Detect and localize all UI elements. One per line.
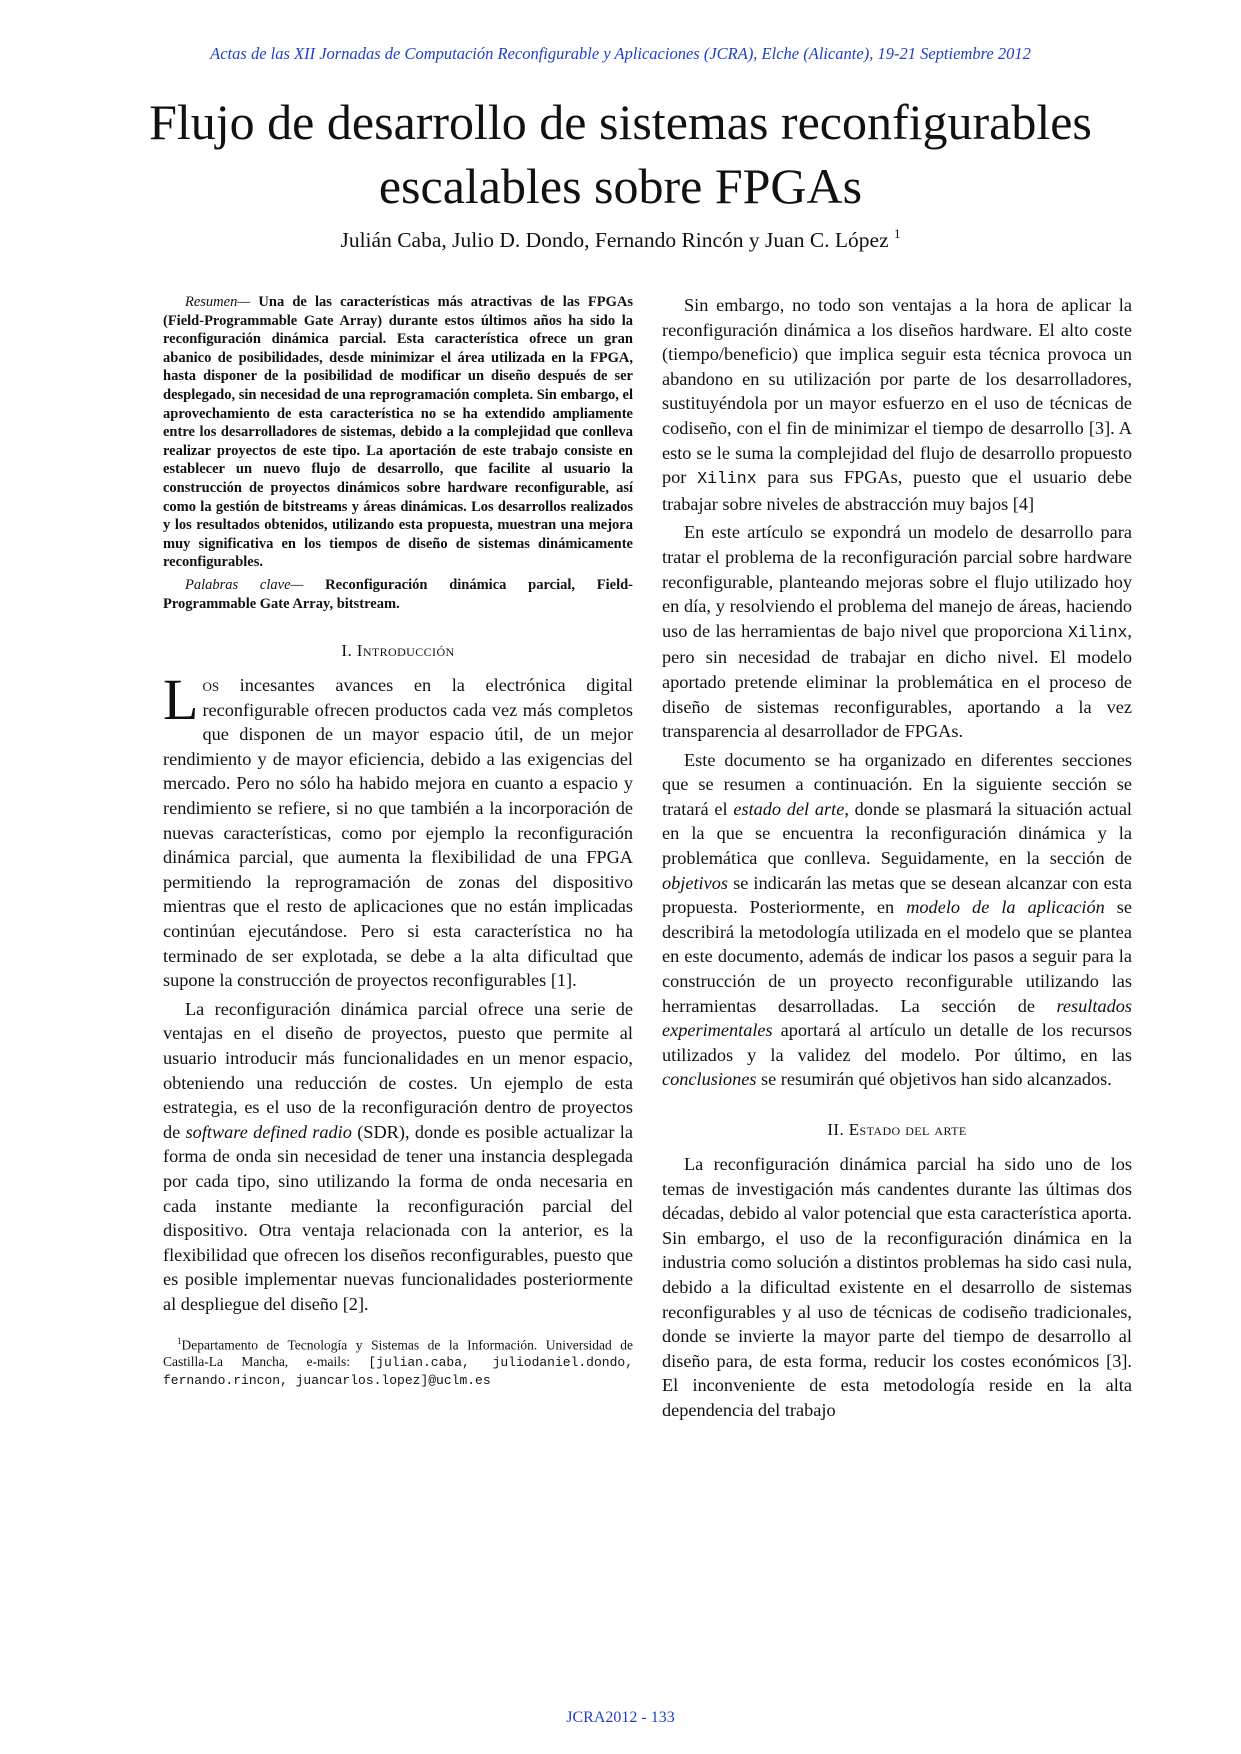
- right-paragraph-3: [662, 748, 1132, 1092]
- keywords-lead: Palabras clave—: [185, 576, 304, 593]
- right-p3-part-b: , donde se plasmará la situación actual en la que se encuentra la reconfiguración dinámica y la problemática que conlleva. Seguidamente, en la sección de: [662, 798, 1133, 869]
- emph-modelo: modelo de la aplicación: [906, 897, 1105, 918]
- author-footnote-marker: 1: [894, 226, 901, 241]
- emph-resultados: resultados experimentales: [662, 995, 1132, 1041]
- left-column: [163, 293, 633, 1389]
- xilinx-code-2: Xilinx: [1068, 622, 1128, 642]
- paper-title: [100, 90, 1141, 218]
- xilinx-code-1: Xilinx: [697, 469, 757, 489]
- drop-cap: L: [163, 667, 199, 733]
- title-line-1: Flujo de desarrollo de sistemas reconfigurables: [149, 94, 1092, 150]
- right-paragraph-2: [662, 520, 1132, 743]
- right-p2-part-b: , pero sin necesidad de trabajar en dicho nivel. El modelo aportado pretende eliminar la problemática en el proceso de diseño de sistemas reconfigurables, aportando a la vez transparencia al desarrollador de FPGAs.: [662, 620, 1132, 742]
- right-p3-part-a: Este documento se ha organizado en diferentes secciones que se resumen a continuación. En la siguiente sección se tratará el: [662, 749, 1132, 819]
- intro-p2-part-a: La reconfiguración dinámica parcial ofrece una serie de ventajas en el diseño de proyectos, puesto que permite al usuario introducir más funcionalidades en un menor espacio, obteniendo una reducción de costes. Un ejemplo de esta estrategia, es el uso de la reconfiguración dentro de proyectos de: [163, 998, 633, 1142]
- right-column: [662, 293, 1132, 1427]
- emph-objetivos: objetivos: [662, 872, 729, 893]
- right-p3-part-d: se describirá la metodología utilizada en el modelo que se plantea en este documento, además de indicar los pasos a seguir para la construcción de un proyecto reconfigurable utilizando las herramientas desarrolladas. La sección de: [662, 897, 1132, 1016]
- abstract: [163, 293, 633, 572]
- right-p1-part-a: Sin embargo, no todo son ventajas a la hora de aplicar la reconfiguración dinámica a los diseños hardware. El alto coste (tiempo/beneficio) que implica seguir esta técnica provoca un abandono en su utilización por parte de los desarrolladores, sustituyéndola por un mayor esfuerzo en el uso de técnicas de codiseño, con el fin de minimizar el tiempo de desarrollo [3]. A esto se le suma la complejidad del flujo de desarrollo propuesto por: [662, 295, 1132, 488]
- intro-p2-part-b: (SDR), donde es posible actualizar la forma de onda sin necesidad de tener una instancia desplegada por cada tipo, sino utilizando la forma de onda necesaria en cada instante mediante la reconfiguración parcial del dispositivo. Otra ventaja relacionada con la anterior, es la flexibilidad que ofrecen los diseños reconfigurables, puesto que es posible implementar nuevas funcionalidades posteriormente al despliegue del diseño [2].: [163, 1121, 633, 1314]
- right-p1-part-b: para sus FPGAs, puesto que el usuario debe trabajar sobre niveles de abstracción muy bajos [4]: [662, 467, 1132, 514]
- intro-paragraph-1-text: incesantes avances en la electrónica digital reconfigurable ofrecen productos cada vez más completos que disponen de un mayor espacio útil, de un mejor rendimiento y de mayor eficiencia, debido a las exigencias del mercado. Pero no sólo ha habido mejora en cuanto a espacio y rendimiento se refiere, si no que también a la incorporación de nuevas características, como por ejemplo la reconfiguración dinámica parcial, que aumenta la flexibilidad de una FPGA permitiendo la reprogramación de zonas del dispositivo mientras que el resto de aplicaciones que no están implicadas continúan ejecutándose. Pero si esta característica no ha terminado de ser explotada, se debe a la alta dificultad que supone la construcción de proyectos reconfigurables [1].: [163, 675, 633, 991]
- running-header: Actas de las XII Jornadas de Computación Reconfigurable y Aplicaciones (JCRA), Elche (Alicante), 19-21 Septiembre 2012: [210, 44, 1031, 63]
- right-p3-part-c: se indicarán las metas que se desean alcanzar con esta propuesta. Posteriormente, en: [662, 872, 1132, 918]
- intro-p2-emphasis: software defined radio: [185, 1121, 352, 1142]
- affiliation-footnote: [163, 1333, 633, 1390]
- footnote-text: Departamento de Tecnología y Sistemas de la Información. Universidad de Castilla-La Mancha, e-mails:: [163, 1337, 633, 1370]
- right-p3-part-e: aportará al artículo un detalle de los recursos utilizados y la validez del modelo. Por último, en las: [662, 1020, 1132, 1065]
- right-paragraph-1: [662, 293, 1132, 516]
- footnote-marker: 1: [177, 1335, 182, 1346]
- footnote-emails: [julian.caba, juliodaniel.dondo, fernando.rincon, juancarlos.lopez]@uclm.es: [163, 1355, 633, 1389]
- intro-paragraph-1: [163, 667, 633, 993]
- title-line-2: escalables sobre FPGAs: [378, 158, 863, 214]
- lead-small-caps: os: [202, 675, 220, 696]
- keywords: [163, 576, 633, 613]
- section-heading-introduccion: I. Introducción: [341, 641, 455, 661]
- keywords-text: Reconfiguración dinámica parcial, Field-Programmable Gate Array, bitstream.: [163, 576, 633, 612]
- author-list: [0, 226, 1241, 253]
- right-paragraph-4: La reconfiguración dinámica parcial ha sido uno de los temas de investigación más candentes durante las últimas dos décadas, debido al valor potencial que esta característica aporta. Sin embargo, el uso de la reconfiguración dinámica en la industria como solución a distintos problemas ha sido casi nula, debido a la dificultad existente en el desarrollo de sistemas reconfigurables y al uso de técnicas de codiseño tradicionales, donde se invierte la mayor parte del tiempo de desarrollo al diseño para, de esta forma, reducir los costes económicos [3]. El inconveniente de esta metodología reside en la alta dependencia del trabajo: [662, 1154, 1132, 1420]
- section-heading-estado-del-arte: II. Estado del arte: [827, 1120, 967, 1139]
- page-number: JCRA2012 - 133: [566, 1709, 675, 1726]
- authors-text: Julián Caba, Julio D. Dondo, Fernando Rincón y Juan C. López: [340, 228, 889, 252]
- right-p2-part-a: En este artículo se expondrá un modelo de desarrollo para tratar el problema de la reconfiguración parcial sobre hardware reconfigurable, planteando mejoras sobre el flujo utilizado hoy en día, y resolviendo el problema del manejo de áreas, haciendo uso de las herramientas de bajo nivel que proporciona: [662, 522, 1132, 641]
- intro-paragraph-2: [163, 997, 633, 1317]
- emph-conclusiones: conclusiones: [662, 1069, 757, 1090]
- right-p3-part-f: se resumirán qué objetivos han sido alcanzados.: [756, 1069, 1112, 1090]
- abstract-lead: Resumen—: [185, 294, 251, 310]
- emph-estado-del-arte: estado del arte: [733, 798, 845, 819]
- abstract-text: Una de las características más atractivas de las FPGAs (Field-Programmable Gate Array) durante estos últimos años ha sido la reconfiguración dinámica parcial. Esta característica ofrece un gran abanico de posibilidades, desde minimizar el área utilizada en la FPGA, hasta disponer de la posibilidad de modificar un diseño después de ser desplegado, sin necesidad de una reprogramación completa. Sin embargo, el aprovechamiento de esta característica no se ha extendido ampliamente entre los desarrolladores de sistemas, debido a la complejidad que conlleva realizar proyectos de este tipo. La aportación de este trabajo consiste en establecer un nuevo flujo de desarrollo, que facilite al usuario la construcción de proyectos dinámicos sobre hardware reconfigurable, así como la gestión de bitstreams y áreas dinámicas. Los desarrollos realizados y los resultados obtenidos, utilizando esta propuesta, muestran una mejora muy significativa en los tiempos de diseño de sistemas dinámicamente reconfigurables.: [163, 294, 633, 571]
